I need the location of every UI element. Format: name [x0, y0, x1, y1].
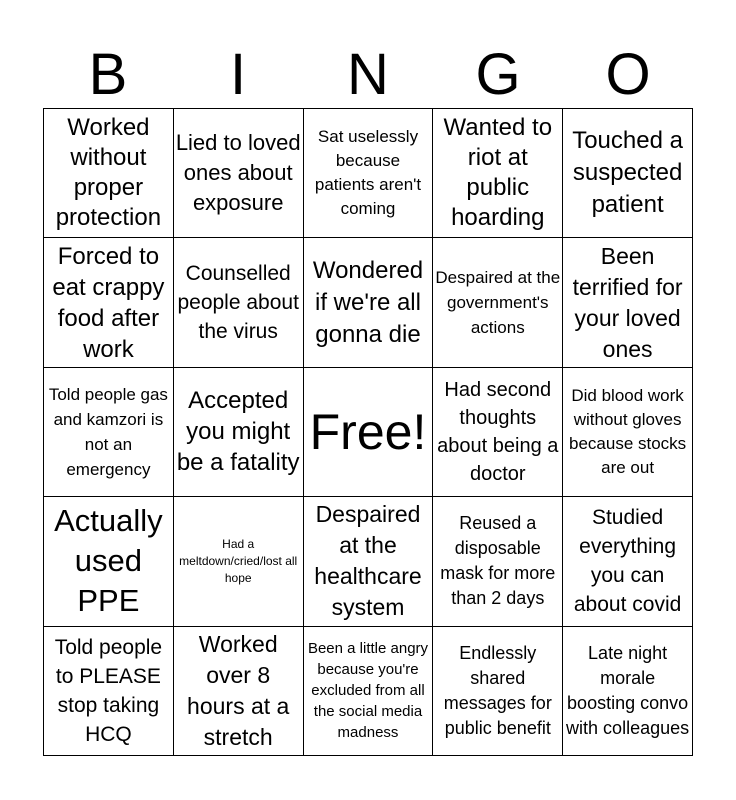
bingo-cell[interactable]	[44, 627, 174, 756]
cell-text: Been terrified for your loved ones	[572, 242, 683, 362]
cell-text: Forced to eat crappy food after work	[52, 242, 165, 363]
cell-text: Lied to loved ones about exposure	[175, 130, 301, 216]
bingo-cell[interactable]	[44, 109, 174, 238]
cell-text: Counselled people about the virus	[177, 262, 299, 344]
cell-text: Been a little angry because you're excluded from all the social media madness	[307, 640, 429, 742]
bingo-cell[interactable]	[563, 368, 693, 497]
cell-text: Touched a suspected patient	[572, 127, 683, 219]
cell-text: Actually used PPE	[54, 503, 163, 619]
bingo-cell[interactable]	[563, 109, 693, 238]
bingo-cell[interactable]	[433, 368, 563, 497]
cell-text: Worked without proper protection	[55, 114, 162, 232]
cell-text: Sat uselessly because patients aren't coming	[314, 127, 422, 219]
free-space-cell[interactable]	[304, 368, 434, 497]
bingo-card-grid	[43, 108, 693, 756]
free-space-text: Free!	[309, 403, 427, 460]
bingo-cell[interactable]	[44, 368, 174, 497]
bingo-header	[43, 42, 693, 108]
cell-text: Late night morale boosting convo with colleagues	[566, 642, 690, 738]
bingo-cell[interactable]	[563, 627, 693, 756]
cell-text: Despaired at the healthcare system	[314, 501, 422, 621]
header-letter-g: G	[475, 42, 521, 107]
cell-text: Wondered if we're all gonna die	[312, 256, 424, 348]
cell-text: Had a meltdown/cried/lost all hope	[179, 536, 298, 585]
cell-text: Studied everything you can about covid	[573, 506, 682, 617]
cell-text: Told people gas and kamzori is not an emergency	[48, 384, 168, 479]
bingo-cell[interactable]	[563, 497, 693, 626]
bingo-cell[interactable]	[433, 109, 563, 238]
bingo-cell[interactable]	[174, 627, 304, 756]
bingo-cell[interactable]	[174, 497, 304, 626]
bingo-cell[interactable]	[304, 497, 434, 626]
bingo-cell[interactable]	[304, 238, 434, 367]
cell-text: Accepted you might be a fatality	[176, 387, 300, 477]
cell-text: Had second thoughts about being a doctor	[437, 378, 559, 485]
bingo-cell[interactable]	[174, 238, 304, 367]
cell-text: Reused a disposable mask for more than 2 days	[440, 513, 556, 609]
cell-text: Wanted to riot at public hoarding	[443, 114, 553, 232]
bingo-cell[interactable]	[304, 109, 434, 238]
bingo-cell[interactable]	[44, 497, 174, 626]
header-letter-i: I	[229, 42, 247, 107]
header-letter-b: B	[88, 42, 128, 107]
bingo-cell[interactable]	[44, 238, 174, 367]
bingo-cell[interactable]	[433, 238, 563, 367]
cell-text: Told people to PLEASE stop taking HCQ	[54, 635, 163, 746]
header-letter-o: O	[605, 42, 651, 107]
cell-text: Endlessly shared messages for public benefit	[443, 642, 552, 738]
cell-text: Did blood work without gloves because stocks are out	[569, 385, 687, 477]
cell-text: Despaired at the government's actions	[435, 268, 561, 338]
bingo-cell[interactable]	[563, 238, 693, 367]
bingo-cell[interactable]	[174, 368, 304, 497]
header-letter-n: N	[347, 42, 389, 107]
bingo-cell[interactable]	[304, 627, 434, 756]
bingo-cell[interactable]	[433, 627, 563, 756]
cell-text: Worked over 8 hours at a stretch	[187, 630, 290, 750]
bingo-cell[interactable]	[174, 109, 304, 238]
bingo-cell[interactable]	[433, 497, 563, 626]
